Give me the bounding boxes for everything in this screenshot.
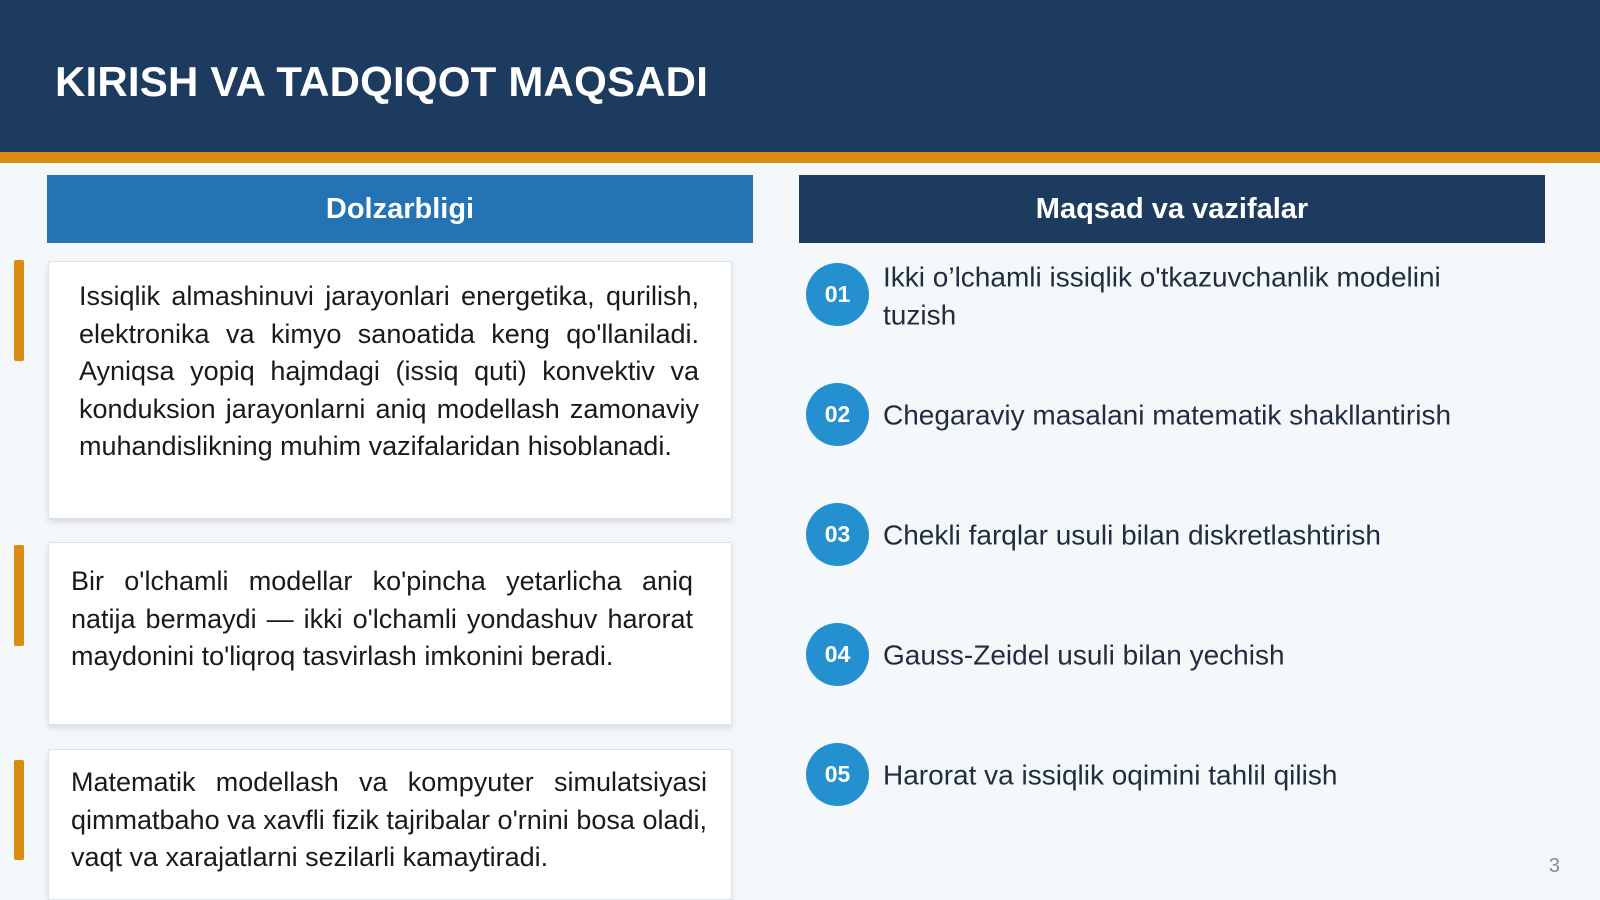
objective-item-5 — [806, 743, 1526, 807]
card-accent-mark — [14, 760, 24, 860]
objective-number-badge: 04 — [806, 623, 869, 686]
relevance-card-2 — [48, 542, 732, 725]
objective-text: Chekli farqlar usuli bilan diskretlashtirish — [883, 519, 1381, 551]
objective-item-2 — [806, 383, 1526, 447]
page-number: 3 — [1548, 855, 1560, 877]
relevance-card-1 — [48, 261, 732, 519]
relevance-header: Dolzarbligi — [47, 175, 753, 243]
objective-text: Harorat va issiqlik oqimini tahlil qilish — [883, 759, 1338, 791]
card-accent-mark — [14, 545, 24, 646]
objective-number-badge: 02 — [806, 383, 869, 446]
objective-number-badge: 05 — [806, 743, 869, 806]
objective-item-4 — [806, 623, 1526, 687]
accent-divider — [0, 152, 1600, 163]
objective-item-1 — [806, 261, 1526, 330]
card-accent-mark — [14, 260, 24, 361]
objective-text: Gauss-Zeidel usuli bilan yechish — [883, 639, 1285, 671]
relevance-card-text: Matematik modellash va kompyuter simulatsiyasi qimmatbaho va xavfli fizik tajribalar o'rnini bosa oladi, vaqt va xarajatlarni sezilarli kamaytiradi. — [71, 767, 707, 872]
objective-number-badge: 01 — [806, 263, 869, 326]
relevance-card-text: Issiqlik almashinuvi jarayonlari energetika, qurilish, elektronika va kimyo sanoatida keng qo'llaniladi. Ayniqsa yopiq hajmdagi (issiq quti) konvektiv va konduksion jarayonlarni aniq modellash zamonaviy muhandislikning muhim vazifalaridan hisoblanadi. — [79, 281, 699, 461]
title-bar — [0, 0, 1600, 152]
objective-item-3 — [806, 503, 1526, 567]
objective-text: Ikki o’lchamli issiqlik o'tkazuvchanlik modelini tuzish — [883, 261, 1441, 330]
objective-text: Chegaraviy masalani matematik shakllantirish — [883, 399, 1452, 431]
objectives-header: Maqsad va vazifalar — [799, 175, 1545, 243]
relevance-card-3 — [48, 749, 732, 900]
relevance-card-text: Bir o'lchamli modellar ko'pincha yetarlicha aniq natija bermaydi — ikki o'lchamli yondashuv harorat maydonini to'liqroq tasvirlash imkonini beradi. — [71, 566, 693, 671]
slide-title: KIRISH VA TADQIQOT MAQSADI — [55, 58, 709, 105]
objective-number-badge: 03 — [806, 503, 869, 566]
